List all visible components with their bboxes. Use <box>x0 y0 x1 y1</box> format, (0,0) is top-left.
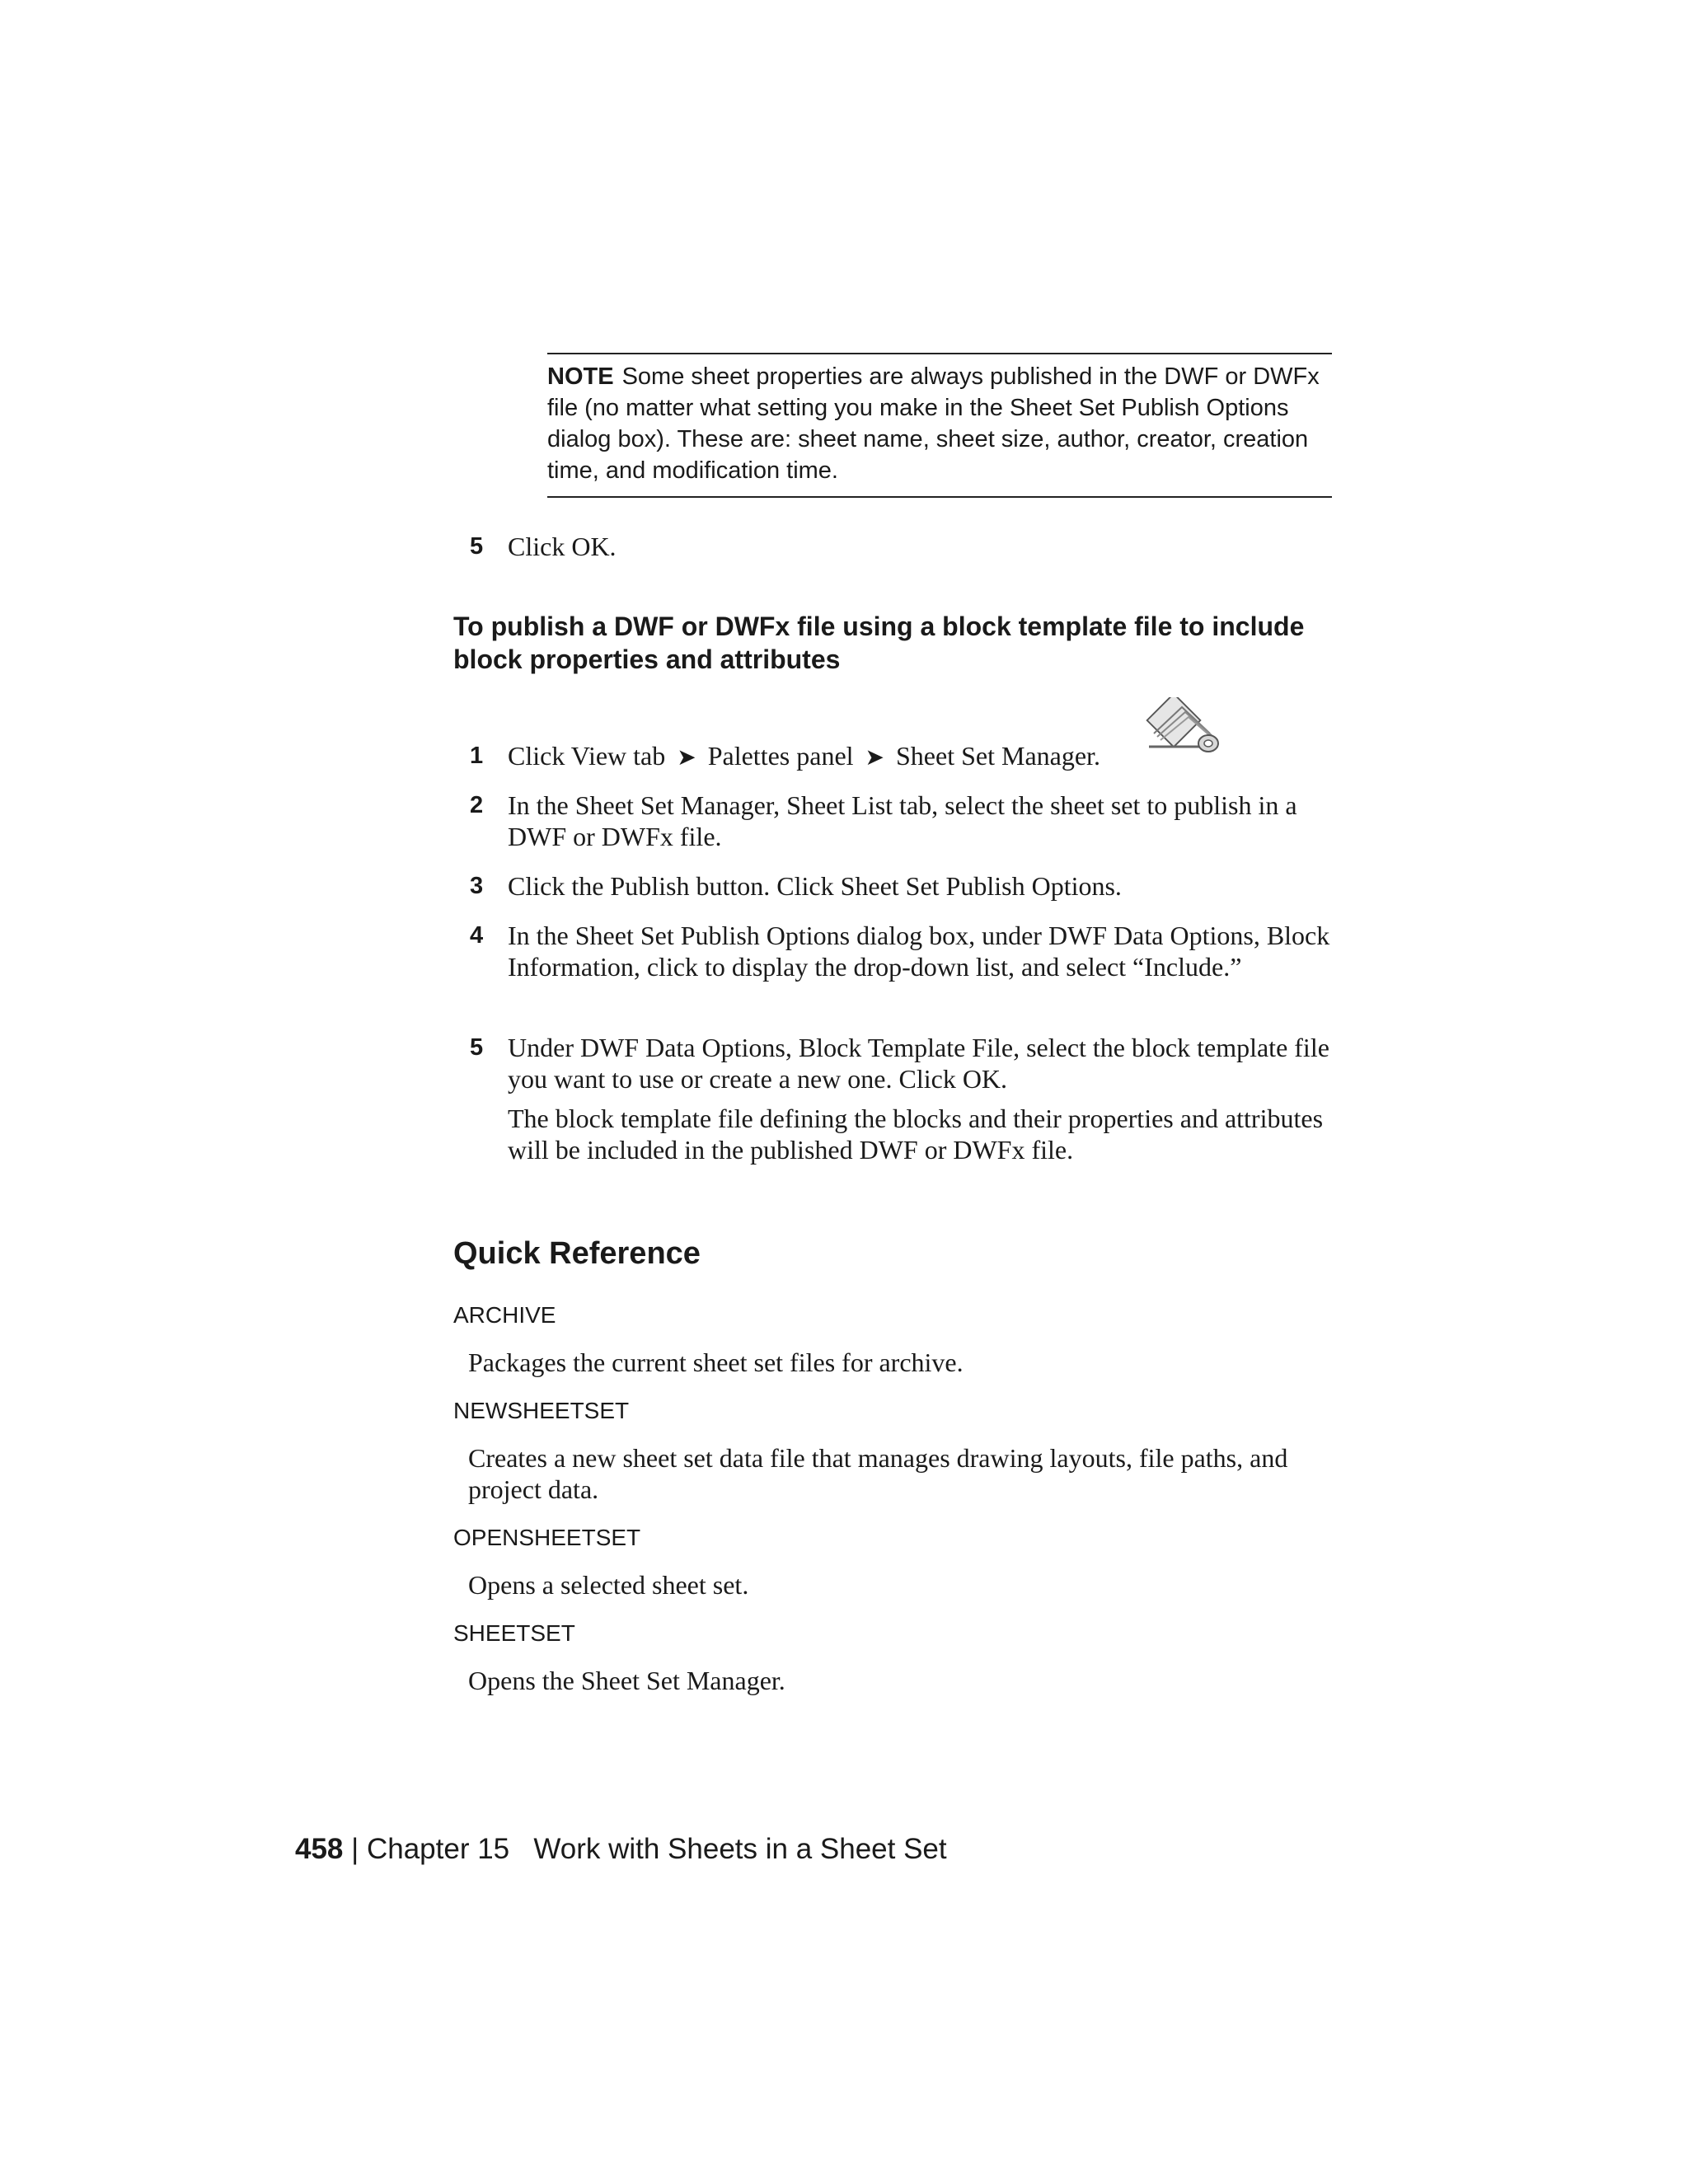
sheet-set-manager-icon <box>1146 697 1221 757</box>
step-number: 4 <box>470 922 484 949</box>
step-prev-5 <box>470 531 1335 562</box>
page-number: 458 <box>295 1833 344 1865</box>
step-number: 2 <box>470 792 484 818</box>
arrow-right-icon: ➤ <box>865 745 884 771</box>
step-1-palettes-panel: Palettes panel <box>707 741 854 771</box>
command-name: ARCHIVE <box>453 1302 556 1328</box>
step-text: Click OK. <box>508 532 617 561</box>
section-title-quick-reference: Quick Reference <box>453 1236 701 1271</box>
arrow-right-icon: ➤ <box>677 745 696 771</box>
step-text: Click the Publish button. Click Sheet Set Publish Options. <box>508 871 1122 901</box>
command-description: Creates a new sheet set data file that manages drawing layouts, file paths, and project data. <box>468 1443 1288 1504</box>
step-5 <box>470 1032 1335 1165</box>
command-description: Opens a selected sheet set. <box>468 1570 749 1600</box>
step-1-view-tab: Click View tab <box>508 741 666 771</box>
command-name: OPENSHEETSET <box>453 1525 641 1550</box>
step-text: In the Sheet Set Publish Options dialog box, under DWF Data Options, Block Information, click to display the drop-down list, and select “Include.” <box>508 921 1330 982</box>
footer-separator: | <box>351 1833 359 1865</box>
note-box <box>547 353 1332 498</box>
step-number: 5 <box>470 533 484 560</box>
step-3 <box>470 870 1335 902</box>
step-number: 1 <box>470 743 484 769</box>
command-name: SHEETSET <box>453 1620 575 1646</box>
footer-chapter-title: Work with Sheets in a Sheet Set <box>533 1833 947 1865</box>
note-text: Some sheet properties are always published in the DWF or DWFx file (no matter what setting you make in the Sheet Set Publish Options dialog box). These are: sheet name, sheet size, author, creator, creation time, and modification time. <box>547 363 1320 484</box>
step-1-sheet-set-manager: Sheet Set Manager. <box>896 741 1100 771</box>
procedure-heading: To publish a DWF or DWFx file using a block template file to include block properties and attributes <box>453 612 1305 674</box>
step-number: 5 <box>470 1034 484 1061</box>
command-name: NEWSHEETSET <box>453 1398 630 1423</box>
step-number: 3 <box>470 873 484 899</box>
step-text: In the Sheet Set Manager, Sheet List tab, select the sheet set to publish in a DWF or DWFx file. <box>508 790 1297 851</box>
step-text: Under DWF Data Options, Block Template File, select the block template file you want to use or create a new one. Click OK. <box>508 1033 1329 1094</box>
command-description: Opens the Sheet Set Manager. <box>468 1666 785 1695</box>
command-description: Packages the current sheet set files for archive. <box>468 1347 964 1377</box>
footer-chapter: Chapter 15 <box>366 1833 510 1865</box>
page-footer <box>295 1833 947 1866</box>
step-2 <box>470 790 1335 852</box>
step-result: The block template file defining the blocks and their properties and attributes will be included in the published DWF or DWFx file. <box>508 1104 1324 1165</box>
note-label: NOTE <box>547 363 614 390</box>
step-4 <box>470 920 1335 982</box>
